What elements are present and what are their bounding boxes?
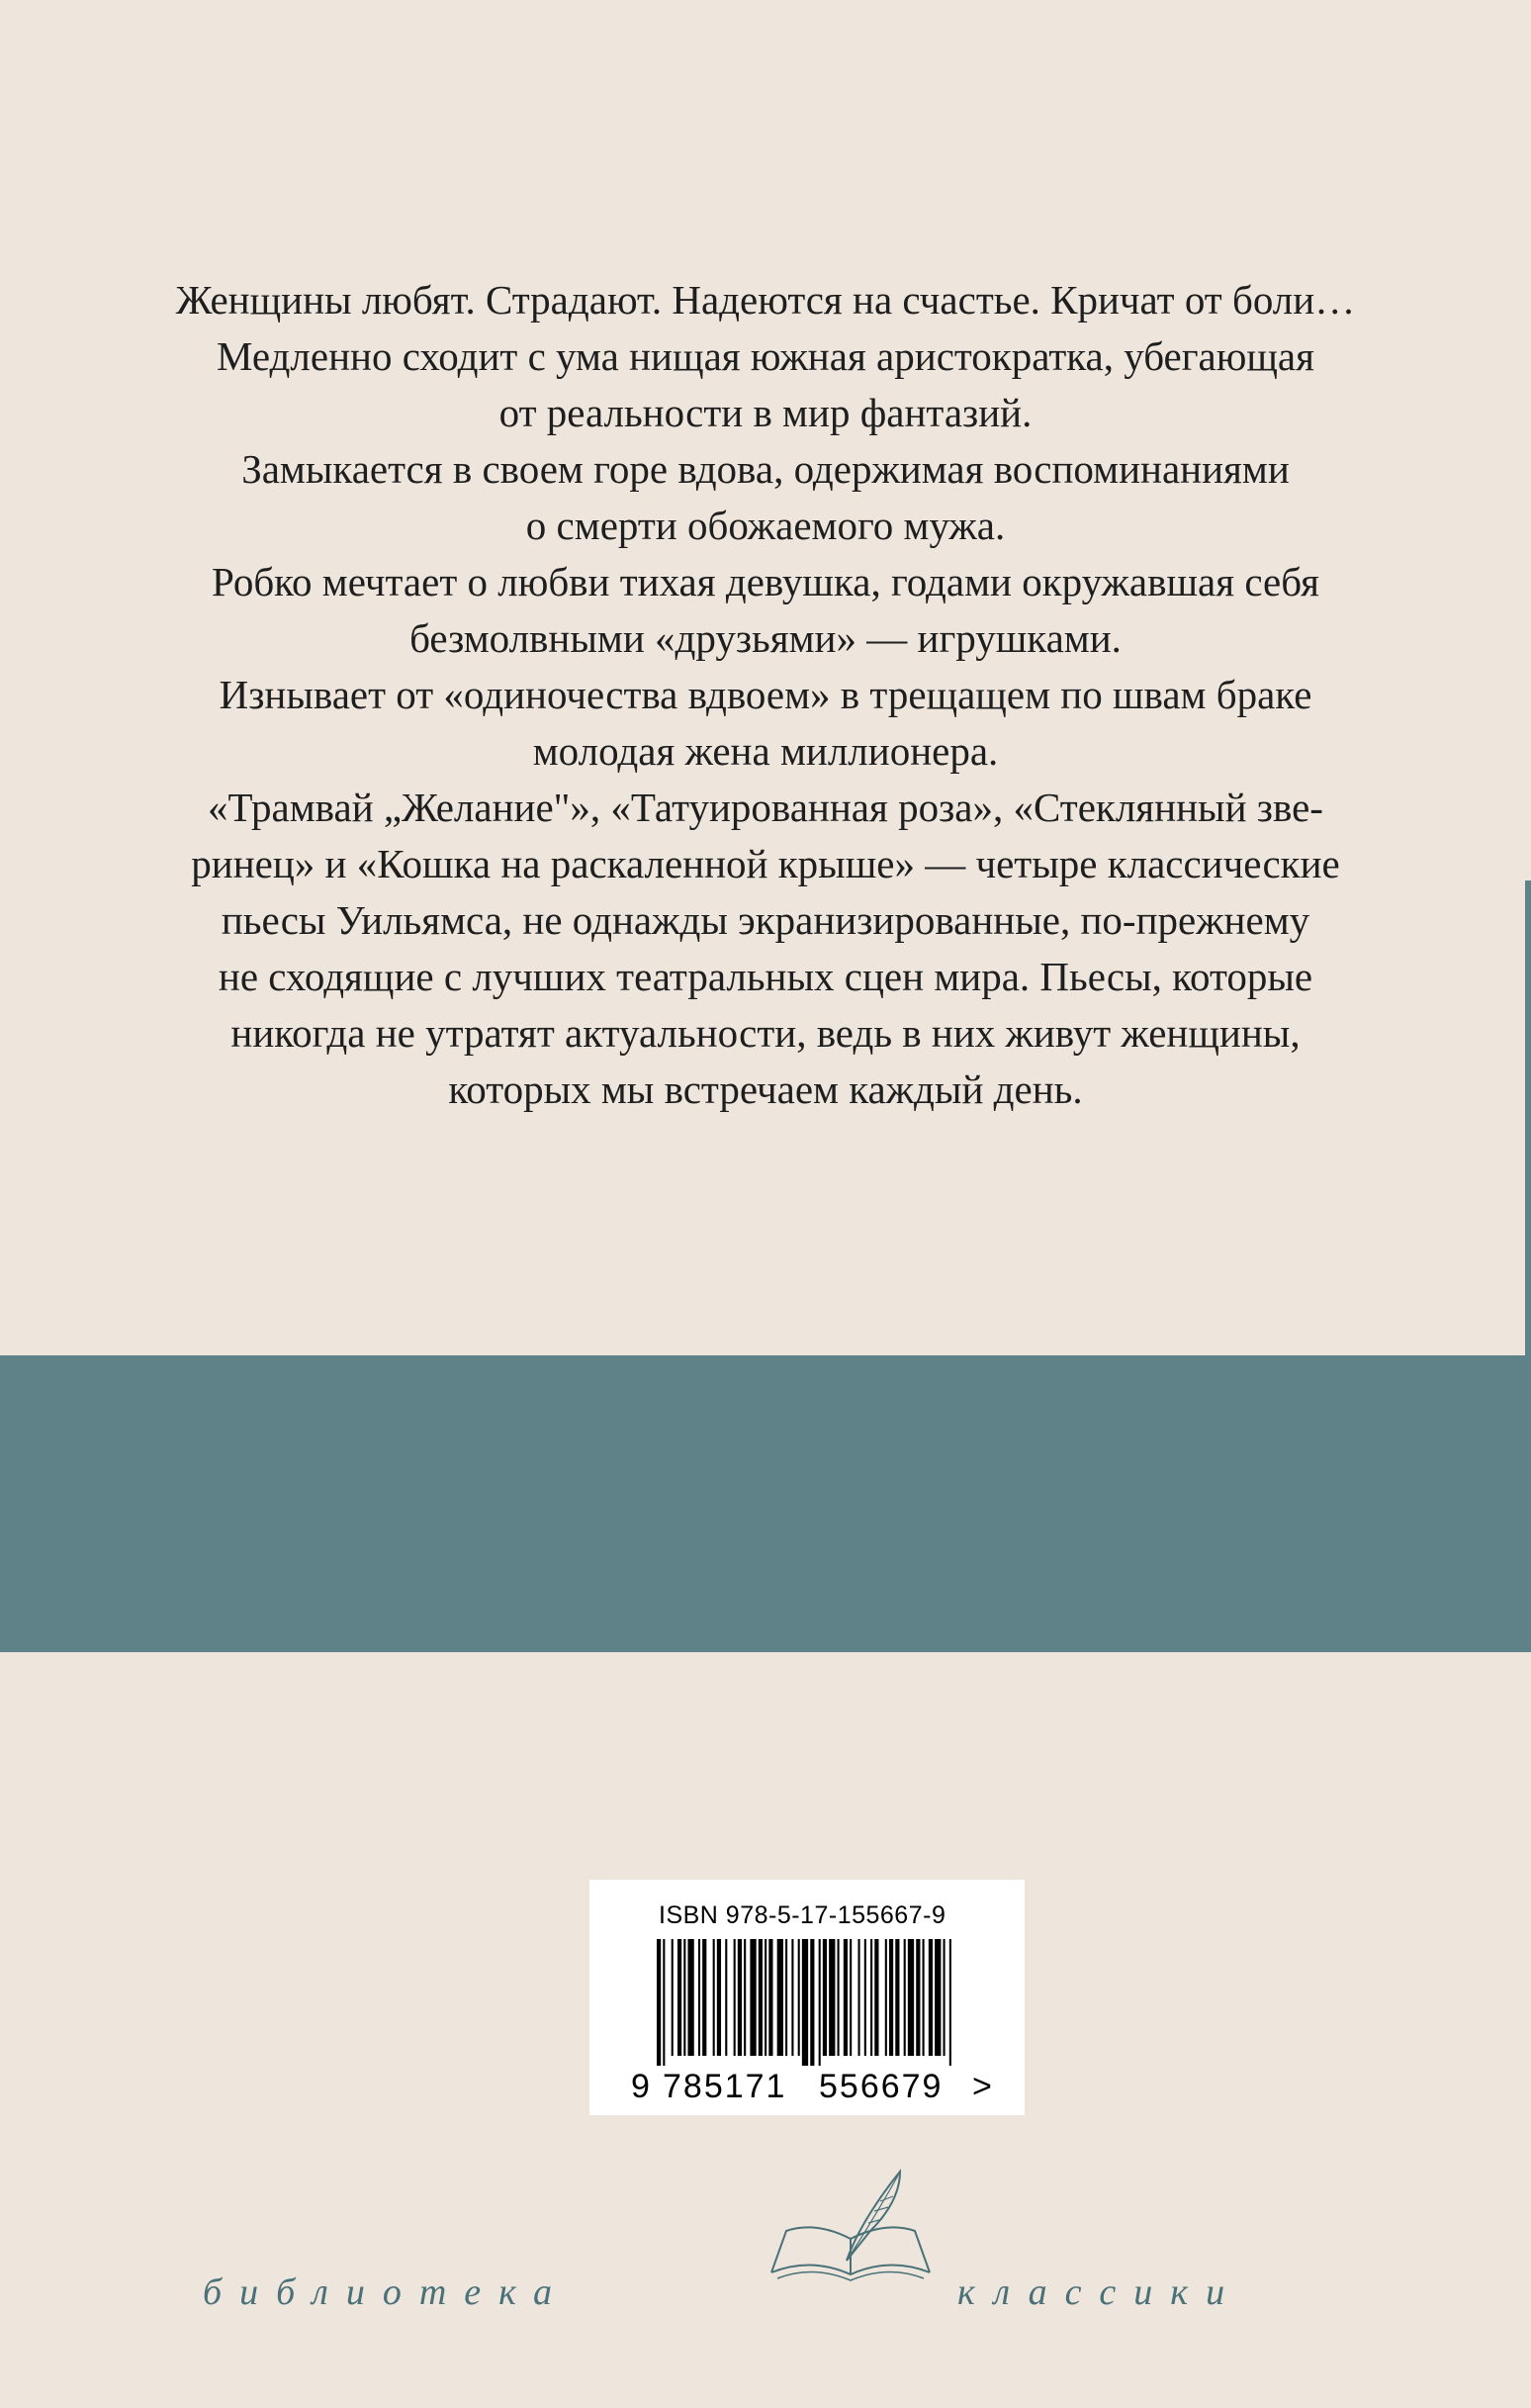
barcode-bar — [870, 1939, 872, 2056]
barcode-bar — [944, 1939, 946, 2056]
blurb-line: Женщины любят. Страдают. Надеются на счастье. Кричат от боли… — [175, 277, 1356, 323]
barcode-bar — [844, 1939, 848, 2056]
barcode-bar — [657, 1939, 661, 2066]
barcode-bar — [819, 1939, 821, 2066]
blurb-line: пьесы Уильямса, не однажды экранизированные, по-прежнему — [221, 897, 1310, 943]
barcode-bar — [889, 1939, 893, 2056]
ean-left-group: 785171 — [663, 2068, 787, 2105]
barcode-bar — [702, 1939, 706, 2056]
barcode-bar — [717, 1939, 721, 2056]
barcode-bar — [838, 1939, 840, 2056]
barcode-bar — [858, 1939, 860, 2056]
barcode-bar — [750, 1939, 756, 2056]
barcode-bar — [777, 1939, 783, 2056]
barcode-bar — [698, 1939, 700, 2056]
barcode-bar — [904, 1939, 906, 2056]
barcode-bar — [923, 1939, 925, 2056]
barcode-bar — [935, 1939, 941, 2056]
blurb-line: которых мы встречаем каждый день. — [448, 1066, 1083, 1112]
barcode-bar — [759, 1939, 763, 2056]
blurb-line: Медленно сходит с ума нищая южная аристократка, убегающая — [216, 333, 1314, 379]
blurb-line: никогда не утратят актуальности, ведь в них живут женщины, — [230, 1010, 1301, 1056]
barcode-bar — [677, 1939, 681, 2056]
barcode-bar — [744, 1939, 746, 2056]
barcode-bar — [802, 1939, 808, 2066]
barcode-bar — [864, 1939, 866, 2056]
barcode-bar — [791, 1939, 793, 2056]
barcode-bar — [810, 1939, 814, 2066]
decorative-band — [0, 1355, 1531, 1652]
barcode-bar — [672, 1939, 674, 2056]
blurb-line: от реальности в мир фантазий. — [498, 390, 1033, 435]
barcode-bar — [895, 1939, 899, 2056]
barcode-bar — [829, 1939, 835, 2056]
barcode-bar — [687, 1939, 693, 2056]
series-name-left: библиотека — [203, 2271, 570, 2313]
blurb-line: Замыкается в своем горе вдова, одержимая воспоминаниями — [241, 446, 1290, 492]
barcode-bar — [725, 1939, 727, 2056]
blurb-line: о смерти обожаемого мужа. — [525, 503, 1006, 548]
barcode-bar — [734, 1939, 736, 2056]
barcode-bar — [929, 1939, 933, 2056]
barcode-bar — [949, 1939, 951, 2066]
barcode-bar — [785, 1939, 787, 2056]
ean-right-group: 556679 — [819, 2068, 944, 2105]
barcode-bar — [663, 1939, 665, 2066]
blurb-line: не сходящие с лучших театральных сцен мира. Пьесы, которые — [218, 954, 1313, 999]
barcode-bar — [908, 1939, 914, 2056]
ean-first-digit: 9 — [631, 2068, 650, 2105]
ean-quiet-marker: > — [972, 2068, 992, 2105]
quill-book-icon — [752, 2162, 949, 2290]
barcode-bar — [798, 1939, 800, 2056]
back-cover-blurb — [40, 272, 1491, 1118]
series-name-right: классики — [957, 2271, 1243, 2313]
blurb-line: молодая жена миллионера. — [532, 728, 999, 774]
barcode-bar — [768, 1939, 772, 2056]
barcode-panel — [589, 1880, 1025, 2115]
barcode-bar — [765, 1939, 766, 2056]
barcode-bar — [683, 1939, 685, 2056]
barcode-bar — [738, 1939, 742, 2056]
blurb-line: ринец» и «Кошка на раскаленной крыше» — четыре классические — [191, 841, 1340, 886]
blurb-line: безмолвными «друзьями» — игрушками. — [409, 615, 1122, 661]
barcode-bar — [713, 1939, 715, 2056]
barcode-bar — [916, 1939, 920, 2056]
blurb-line: «Трамвай „Желание"», «Татуированная роза», «Стеклянный зве- — [208, 785, 1323, 830]
blurb-line: Изнывает от «одиночества вдвоем» в трещащем по швам браке — [219, 672, 1312, 717]
barcode-bar — [874, 1939, 878, 2056]
blurb-line: Робко мечтает о любви тихая девушка, годами окружавшая себя — [212, 559, 1319, 604]
barcode-bar — [885, 1939, 887, 2056]
barcode-bars — [657, 1939, 953, 2066]
barcode-bar — [823, 1939, 827, 2056]
isbn-label: ISBN 978-5-17-155667-9 — [659, 1901, 946, 1929]
barcode-bar — [850, 1939, 852, 2056]
